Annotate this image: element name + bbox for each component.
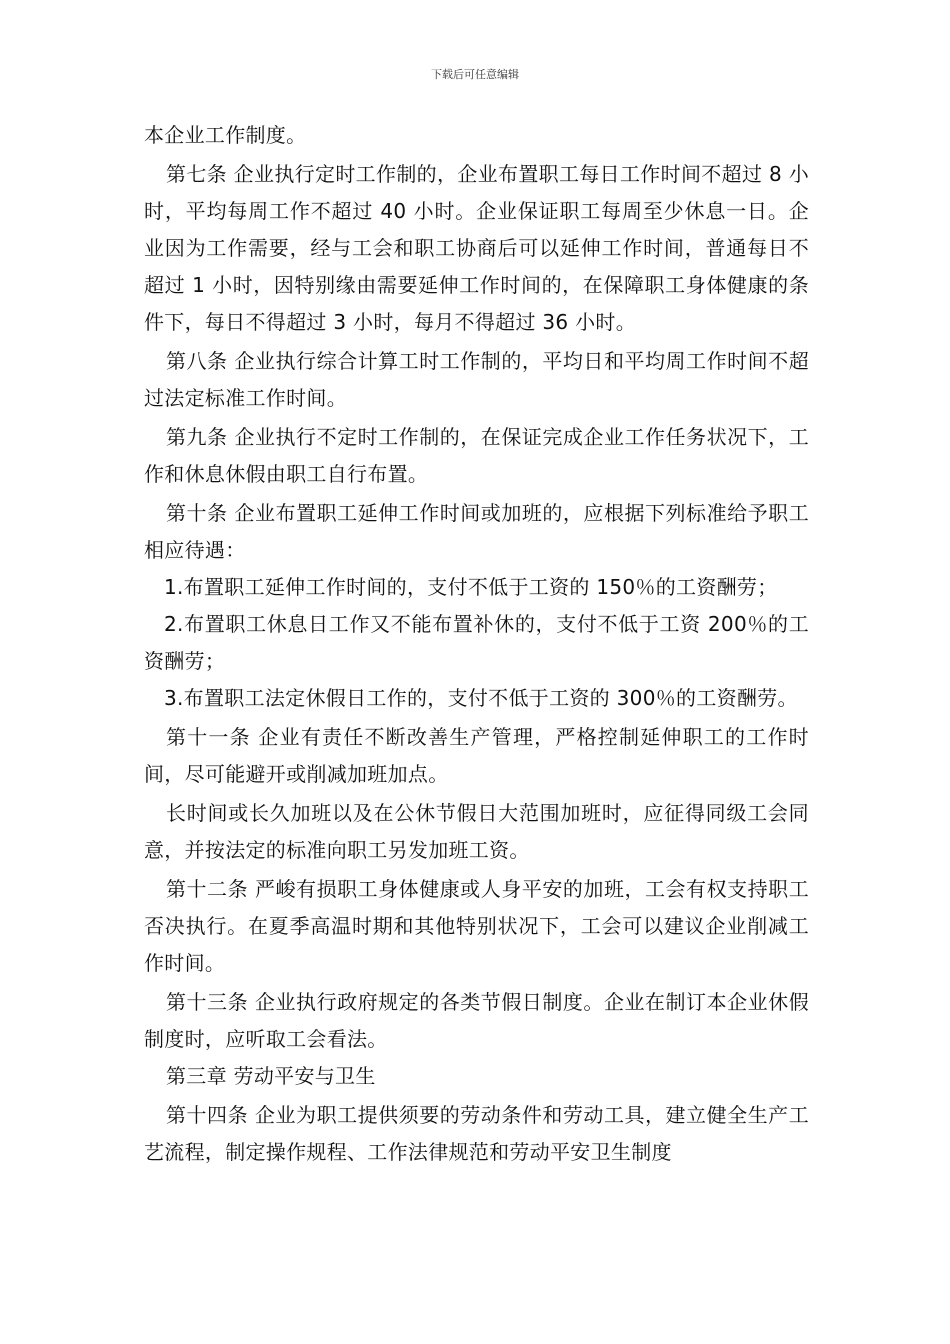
article-11: 第十一条 企业有责任不断改善生产管理，严格控制延伸职工的工作时间，尽可能避开或削减加班加点。 [144, 725, 809, 786]
article-12: 第十二条 严峻有损职工身体健康或人身平安的加班，工会有权支持职工否决执行。在夏季高温时期和其他特别状况下，工会可以建议企业削减工作时间。 [144, 877, 809, 975]
list-item-3: 3.布置职工法定休假日工作的，支付不低于工资的 300％的工资酬劳。 [164, 686, 798, 710]
article-10: 第十条 企业布置职工延伸工作时间或加班的，应根据下列标准给予职工相应待遇： [144, 501, 809, 562]
article-7: 第七条 企业执行定时工作制的，企业布置职工每日工作时间不超过 8 小时，平均每周工作不超过 40 小时。企业保证职工每周至少休息一日。企业因为工作需要，经与工会和职工协商后可以延伸工作时间，普通每日不超过 1 小时，因特别缘由需要延伸工作时间的，在保障职工身体健康的条件下，每日不得超过 3 小时，每月不得超过 36 小时。 [144, 162, 809, 334]
article-9: 第九条 企业执行不定时工作制的，在保证完成企业工作任务状况下，工作和休息休假由职工自行布置。 [144, 425, 809, 486]
article-13: 第十三条 企业执行政府规定的各类节假日制度。企业在制订本企业休假制度时，应听取工会看法。 [144, 990, 809, 1051]
paragraph-continuation: 本企业工作制度。 [144, 123, 307, 147]
list-item-1: 1.布置职工延伸工作时间的，支付不低于工资的 150％的工资酬劳； [164, 575, 778, 599]
article-11-continued: 长时间或长久加班以及在公休节假日大范围加班时，应征得同级工会同意，并按法定的标准向职工另发加班工资。 [144, 801, 809, 862]
page-header: 下载后可任意编辑 [431, 68, 519, 81]
chapter-heading: 第三章 劳动平安与卫生 [166, 1064, 376, 1088]
list-item-2: 2.布置职工休息日工作又不能布置补休的，支付不低于工资 200％的工资酬劳； [144, 612, 809, 673]
article-14: 第十四条 企业为职工提供须要的劳动条件和劳动工具，建立健全生产工艺流程，制定操作规程、工作法律规范和劳动平安卫生制度 [144, 1103, 809, 1164]
article-8: 第八条 企业执行综合计算工时工作制的，平均日和平均周工作时间不超过法定标准工作时间。 [144, 349, 809, 410]
document-body [144, 117, 809, 1171]
